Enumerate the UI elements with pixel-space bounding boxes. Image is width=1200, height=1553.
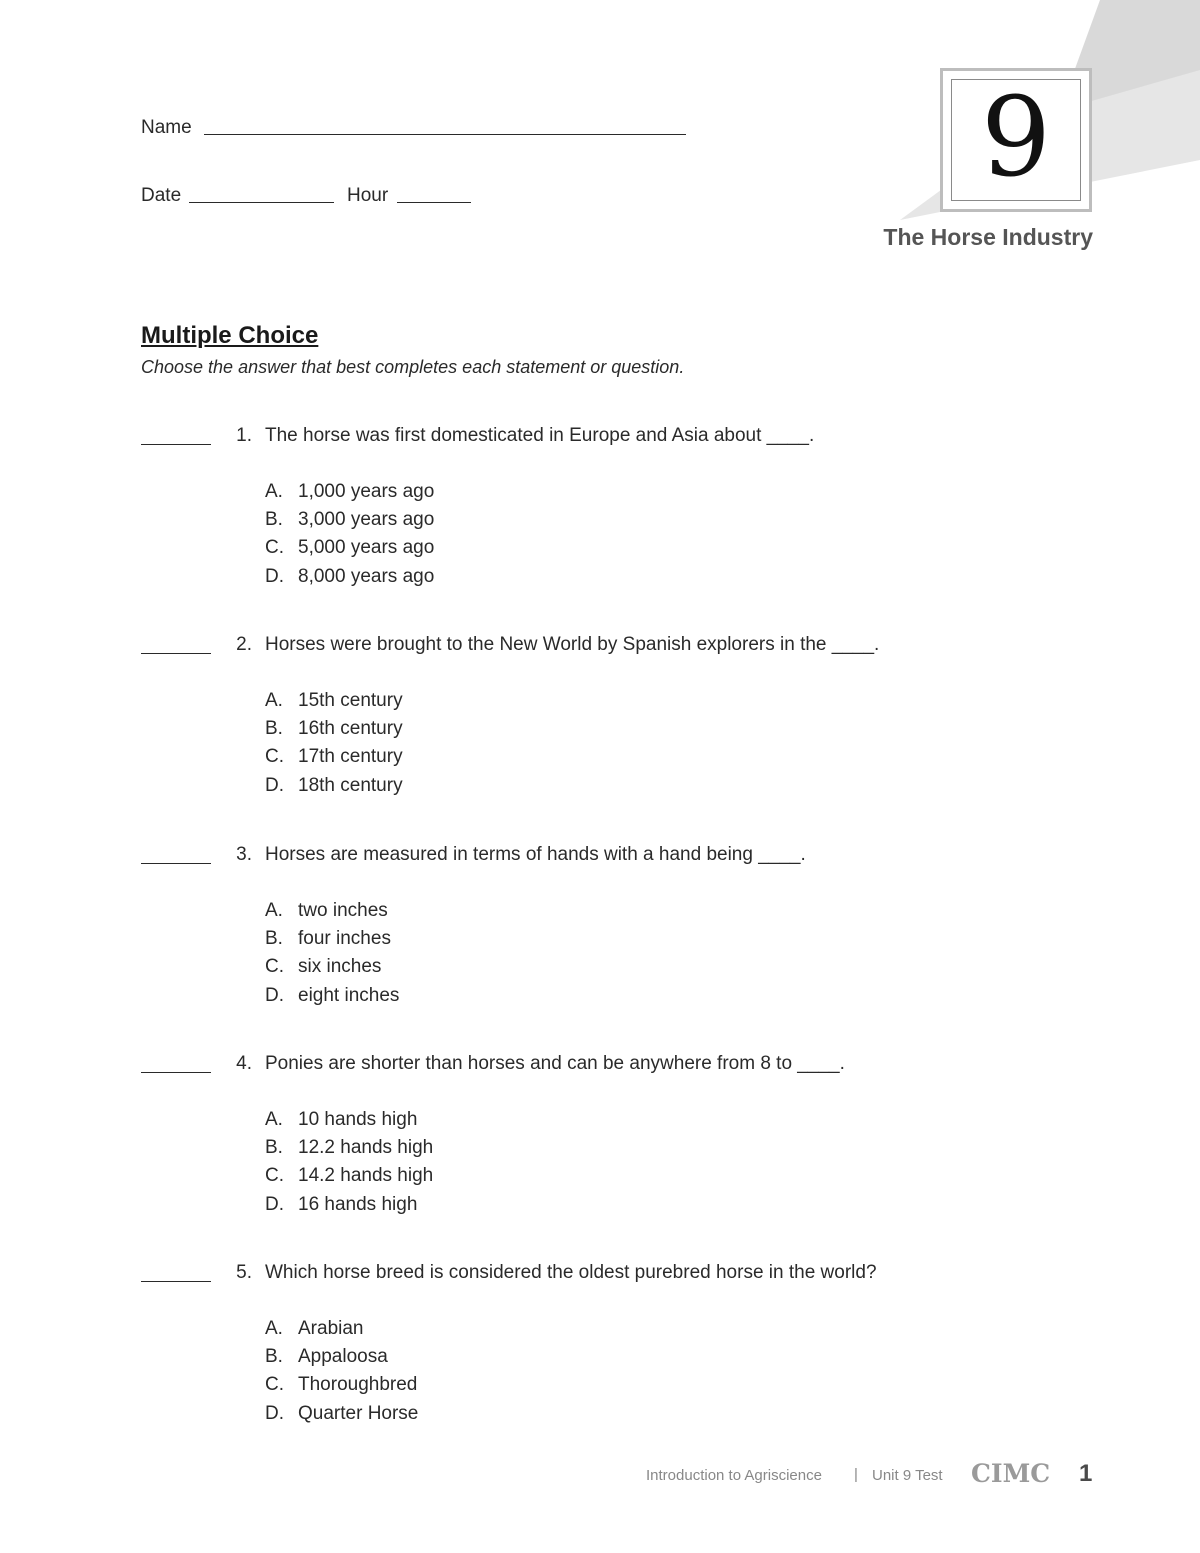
option-letter: C. [265,537,284,558]
option-letter: A. [265,1109,283,1130]
question-number: 4. [236,1053,252,1074]
option-text: 14.2 hands high [298,1165,434,1186]
option-text: Arabian [298,1318,364,1339]
question-text: Horses are measured in terms of hands with a hand being ____. [265,844,806,865]
option-letter: C. [265,956,284,977]
name-label: Name [141,117,192,138]
footer-separator: | [854,1466,858,1483]
question-text: Ponies are shorter than horses and can be anywhere from 8 to ____. [265,1053,845,1074]
chapter-number: 9 [981,73,1051,201]
option-letter: C. [265,746,284,767]
question-number: 1. [236,425,252,446]
option-text: eight inches [298,985,400,1006]
option-letter: A. [265,1318,283,1339]
question-number: 2. [236,634,252,655]
answer-blank[interactable] [141,863,211,864]
option-text: 5,000 years ago [298,537,435,558]
cimc-logo: CIMC [971,1459,1051,1488]
option-letter: A. [265,481,283,502]
option-letter: B. [265,928,283,949]
option-letter: B. [265,718,283,739]
unit-title: The Horse Industry [883,224,1093,250]
option-letter: D. [265,775,284,796]
option-text: 3,000 years ago [298,509,435,530]
option-letter: D. [265,1194,284,1215]
option-letter: B. [265,1346,283,1367]
option-text: 17th century [298,746,403,767]
option-letter: B. [265,509,283,530]
option-letter: D. [265,1403,284,1424]
option-text: 15th century [298,690,403,711]
chapter-number-box [940,68,1092,212]
option-text: 16th century [298,718,403,739]
question-text: The horse was first domesticated in Europe and Asia about ____. [265,425,815,446]
option-text: Thoroughbred [298,1374,418,1395]
option-text: four inches [298,928,391,949]
option-letter: D. [265,566,284,587]
option-text: 1,000 years ago [298,481,435,502]
option-letter: D. [265,985,284,1006]
answer-blank[interactable] [141,653,211,654]
option-letter: C. [265,1374,284,1395]
option-letter: B. [265,1137,283,1158]
question-number: 3. [236,844,252,865]
question-number: 5. [236,1262,252,1283]
option-text: 18th century [298,775,403,796]
hour-field-line[interactable] [397,202,471,203]
date-label: Date [141,185,182,206]
option-text: 10 hands high [298,1109,418,1130]
question-text: Which horse breed is considered the oldest purebred horse in the world? [265,1262,877,1283]
answer-blank[interactable] [141,444,211,445]
footer-test: Unit 9 Test [872,1467,943,1484]
option-text: six inches [298,956,382,977]
footer-course: Introduction to Agriscience [646,1467,822,1484]
option-text: 8,000 years ago [298,566,435,587]
question-text: Horses were brought to the New World by Spanish explorers in the ____. [265,634,880,655]
chapter-number-frame [951,73,1081,201]
name-field-line[interactable] [204,134,686,135]
page-number: 1 [1079,1460,1093,1487]
section-instructions: Choose the answer that best completes each statement or question. [141,357,685,377]
option-text: 12.2 hands high [298,1137,434,1158]
answer-blank[interactable] [141,1281,211,1282]
hour-label: Hour [347,185,389,206]
option-text: Appaloosa [298,1346,388,1367]
option-letter: C. [265,1165,284,1186]
option-letter: A. [265,690,283,711]
option-text: Quarter Horse [298,1403,419,1424]
option-text: 16 hands high [298,1194,418,1215]
option-letter: A. [265,900,283,921]
option-text: two inches [298,900,388,921]
section-title: Multiple Choice [141,322,319,349]
date-field-line[interactable] [189,202,334,203]
answer-blank[interactable] [141,1072,211,1073]
